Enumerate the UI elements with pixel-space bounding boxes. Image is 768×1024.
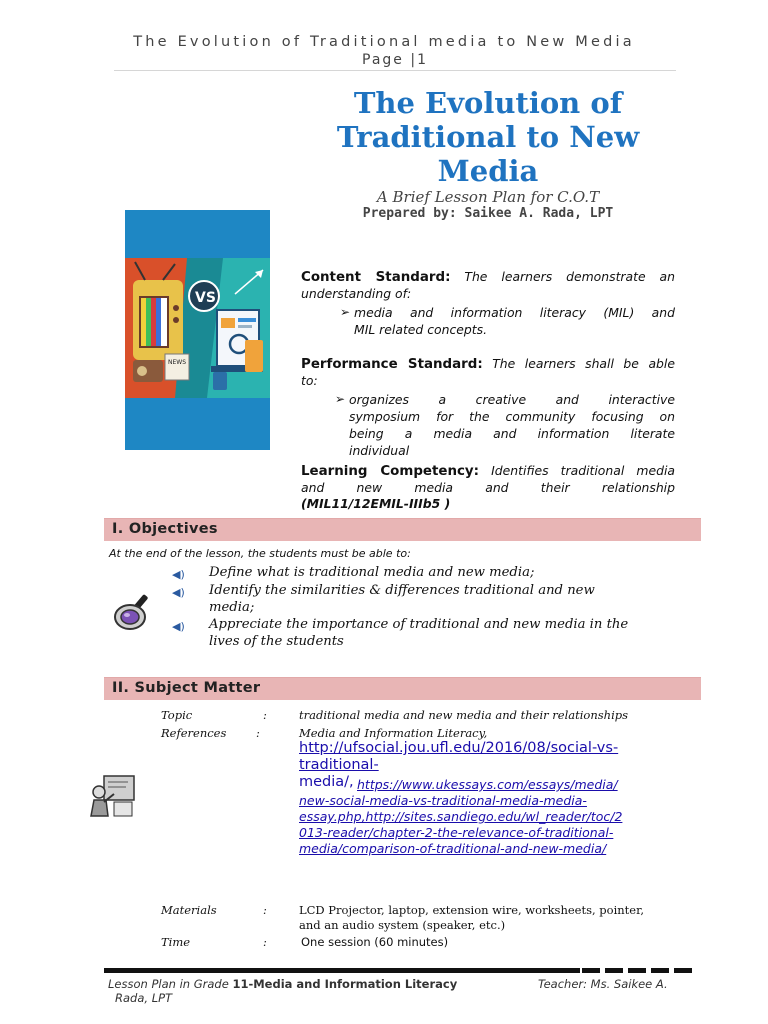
content-standard-line-1 <box>301 268 675 286</box>
footer-prefix: Lesson Plan in Grade <box>108 977 229 991</box>
traditional-vs-new-media-illustration <box>125 210 270 450</box>
teacher-at-board-clipart <box>86 772 138 820</box>
reference-link-2-line-2[interactable]: new-social-media-vs-traditional-media-media- <box>299 793 587 808</box>
content-standard-bullet-2: MIL related concepts. <box>354 322 488 337</box>
reference-link-1-line-1[interactable]: http://ufsocial.jou.ufl.edu/2016/08/social-vs- <box>299 740 619 756</box>
title-line-1: The Evolution of <box>353 86 623 120</box>
footer-dash <box>605 968 623 973</box>
speaker-bullet-icon: ◀) <box>172 568 185 581</box>
materials-colon: : <box>263 903 267 917</box>
topic-label: Topic <box>161 708 193 722</box>
materials-line-1: LCD Projector, laptop, extension wire, worksheets, pointer, <box>299 903 644 917</box>
objectives-intro: At the end of the lesson, the students must be able to: <box>109 547 411 560</box>
objective-1-line-1: Define what is traditional media and new media; <box>209 565 535 580</box>
performance-standard-intro-2: to: <box>301 373 318 388</box>
newspaper-label: NEWS <box>168 359 187 366</box>
references-label: References <box>161 726 227 740</box>
reference-link-2[interactable] <box>299 793 622 857</box>
page-number: Page |1 <box>362 52 428 68</box>
footer-dash <box>582 968 600 973</box>
performance-bullet-line-4: individual <box>349 443 410 458</box>
topic-value: traditional media and new media and their relationships <box>299 708 629 722</box>
performance-bullet-line-2: symposium for the community focusing on <box>349 409 675 424</box>
speaker-bullet-icon: ◀) <box>172 620 185 633</box>
reference-link-2-line-3[interactable]: essay.php,http://sites.sandiego.edu/wl_reader/toc/2 <box>299 809 623 824</box>
performance-standard-line-2 <box>301 372 318 389</box>
title-line-2: Traditional to New <box>336 120 640 154</box>
reference-link-1-line-2[interactable]: traditional- <box>299 757 379 773</box>
performance-bullet-line-3: being a media and information literate <box>349 426 675 441</box>
learning-competency-line-2 <box>301 479 675 496</box>
title-line-3: Media <box>437 154 539 188</box>
learning-competency-label: Learning Competency: <box>301 464 480 479</box>
bullet-arrow-icon: ➢ <box>340 305 351 319</box>
footer-teacher-line-2: Rada, LPT <box>115 991 173 1005</box>
reference-link-2-line-1[interactable]: https://www.ukessays.com/essays/media/ <box>357 777 618 792</box>
objective-3-line-1: Appreciate the importance of traditional and new media in the <box>209 617 629 632</box>
materials-value <box>299 903 644 933</box>
performance-standard-intro: The learners shall be able <box>492 356 675 371</box>
objectives-heading-band <box>104 518 701 541</box>
reference-link-1-line-3[interactable]: media/, <box>299 774 354 790</box>
content-standard-line-2 <box>301 285 411 302</box>
vs-badge-text: VS <box>195 290 216 306</box>
bullet-arrow-icon: ➢ <box>335 392 346 406</box>
reference-link-2-line-5[interactable]: media/comparison-of-traditional-and-new-media/ <box>299 841 607 856</box>
learning-competency-line-1 <box>301 462 675 480</box>
footer-dash <box>651 968 669 973</box>
references-colon: : <box>256 726 260 740</box>
content-standard-intro: The learners demonstrate an <box>464 269 675 284</box>
materials-label: Materials <box>161 903 217 917</box>
footer-teacher-line-1: Teacher: Ms. Saikee A. <box>538 977 668 991</box>
materials-line-2: and an audio system (speaker, etc.) <box>299 918 506 932</box>
subject-matter-heading: II. Subject Matter <box>112 680 261 696</box>
footer-course <box>108 977 457 991</box>
performance-bullet-line-1: organizes a creative and interactive <box>349 392 675 407</box>
learning-competency-text-1: Identifies traditional media <box>491 463 675 478</box>
prepared-by: Prepared by: Saikee A. Rada, LPT <box>362 206 614 221</box>
time-colon: : <box>263 935 267 949</box>
objective-3-line-2: lives of the students <box>209 634 344 649</box>
content-standard-intro-2: understanding of: <box>301 286 412 301</box>
document-title <box>300 86 676 188</box>
reference-link-2-line-4[interactable]: 013-reader/chapter-2-the-relevance-of-traditional- <box>299 825 614 840</box>
time-label: Time <box>161 935 191 949</box>
speaker-bullet-icon: ◀) <box>172 586 185 599</box>
footer-course-name: 11-Media and Information Literacy <box>232 977 458 991</box>
running-header-title: The Evolution of Traditional media to New Media <box>133 34 635 50</box>
performance-standard-line-1 <box>301 355 675 373</box>
time-value: One session (60 minutes) <box>301 935 449 949</box>
subject-matter-heading-band <box>104 677 701 700</box>
topic-colon: : <box>263 708 267 722</box>
footer-dash <box>628 968 646 973</box>
header-divider <box>114 70 676 71</box>
references-value: Media and Information Literacy, <box>299 726 488 740</box>
objective-2-line-1: Identify the similarities & differences traditional and new <box>209 583 595 598</box>
learning-competency-text-2: and new media and their relationship <box>301 480 675 495</box>
learning-competency-code: (MIL11/12EMIL-IIIb5 ) <box>301 496 451 511</box>
performance-standard-label: Performance Standard: <box>301 357 483 372</box>
content-standard-bullet-1: media and information literacy (MIL) and <box>354 305 675 320</box>
objective-2-line-2: media; <box>209 600 255 615</box>
footer-dash <box>674 968 692 973</box>
illustration-svg <box>125 210 270 450</box>
objectives-heading: I. Objectives <box>112 521 218 537</box>
document-subtitle: A Brief Lesson Plan for C.O.T <box>376 188 600 206</box>
content-standard-label: Content Standard: <box>301 270 451 285</box>
footer-rule <box>104 968 580 973</box>
magnifying-glass-icon <box>110 590 160 636</box>
